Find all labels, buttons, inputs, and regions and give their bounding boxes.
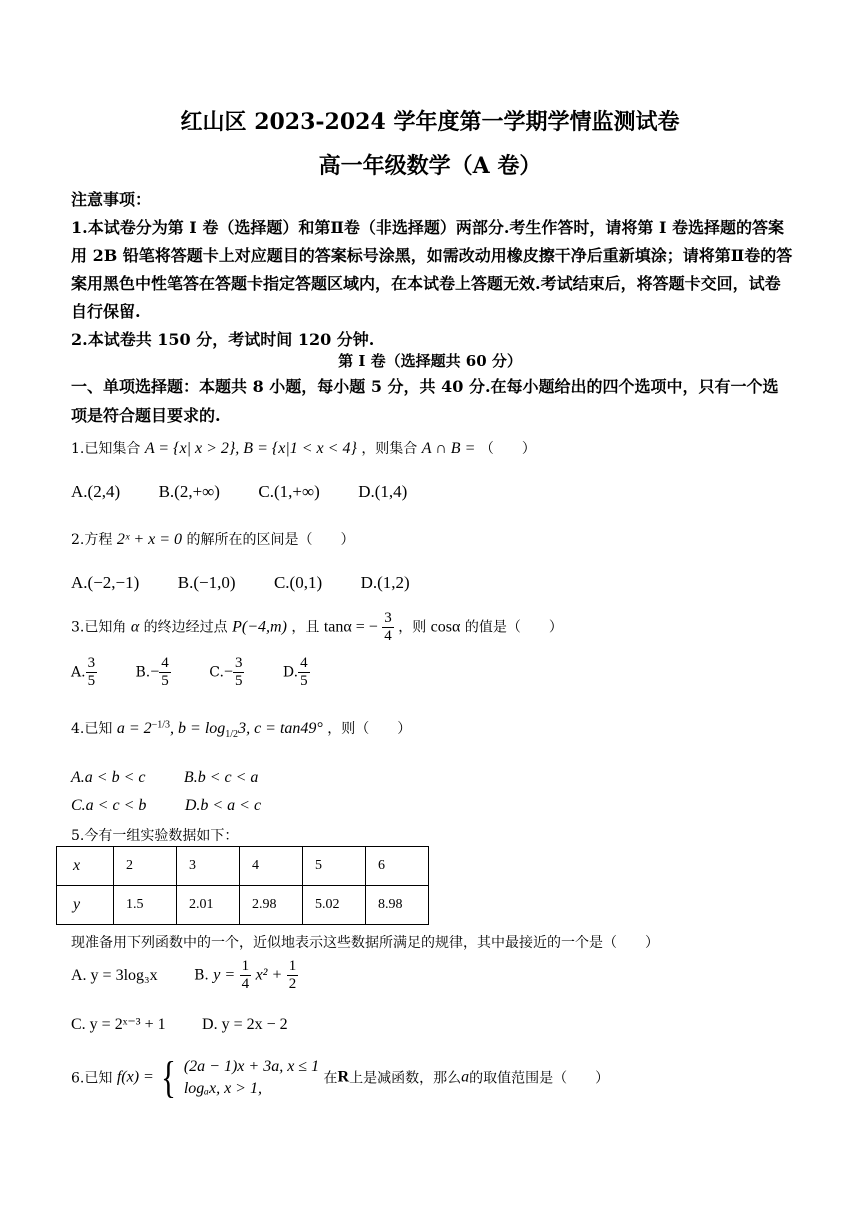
q5-option-b-label: B. (194, 967, 209, 984)
q6-f: f(x) = (116, 1068, 154, 1086)
q3-alpha: α (130, 618, 140, 636)
q2-prefix: 2.方程 (71, 532, 113, 548)
q5-option-b-expr: y = (213, 966, 236, 984)
q2-options (71, 573, 444, 593)
q5-options-row2 (71, 1014, 322, 1034)
q4-b: , b = log (170, 720, 226, 737)
q3-tan-den: 4 (384, 628, 392, 644)
q3-option-a-fraction (86, 655, 98, 690)
q5-option-b-num1: 1 (241, 958, 250, 974)
q3-option-d-label: D. (282, 664, 299, 681)
q3-suffix: 的值是（ ） (464, 619, 563, 636)
q1-mid: ，则集合 (361, 441, 418, 457)
q6-suffix1: 上是减函数，那么 (349, 1070, 462, 1087)
q2-option-c[interactable]: C.(0,1) (273, 573, 323, 592)
q5-option-b-frac1 (240, 958, 252, 993)
q3-option-d-den: 5 (300, 673, 308, 689)
q3-option-b-fraction (159, 655, 171, 690)
table-header-x: x (57, 847, 114, 886)
q5-options-row1 (71, 958, 332, 993)
q4-option-a[interactable]: A.a < b < c (71, 769, 146, 786)
q3-option-c[interactable] (209, 655, 244, 690)
q3-prefix: 3.已知角 (71, 619, 127, 636)
q6-brace: { (161, 1053, 177, 1102)
q1-option-d[interactable]: D.(1,4) (358, 482, 408, 501)
table-cell: 2.01 (177, 886, 240, 925)
q1-option-a[interactable]: A.(2,4) (71, 482, 121, 501)
q1-prefix: 1.已知集合 (71, 441, 141, 457)
notice-heading: 注意事项： (71, 190, 152, 209)
q1-expr: A ∩ B = (421, 440, 476, 457)
q3-options (71, 655, 344, 690)
q3-option-b-sign: − (150, 663, 160, 681)
q2-option-a[interactable]: A.(−2,−1) (71, 573, 140, 592)
q3-option-a-den: 5 (87, 673, 96, 689)
question-1 (71, 438, 536, 458)
q5-option-c[interactable]: C. y = 2ˣ⁻³ + 1 (71, 1016, 166, 1033)
q5-option-d[interactable]: D. y = 2x − 2 (202, 1016, 288, 1033)
q3-option-b-num: 4 (161, 655, 169, 671)
q3-mid3: ，则 (398, 619, 427, 636)
q3-option-c-label: C. (209, 664, 224, 681)
q6-pieces (184, 1056, 319, 1100)
q3-option-a-label: A. (71, 664, 86, 681)
q3-option-c-fraction (233, 655, 245, 690)
question-4 (71, 718, 411, 740)
q1-option-c[interactable]: C.(1,+∞) (258, 482, 320, 501)
table-cell: 2 (114, 847, 177, 886)
q6-piece-1: (2a − 1)x + 3a, x ≤ 1 (183, 1057, 320, 1075)
q3-option-c-num: 3 (234, 655, 243, 671)
q1-options (71, 482, 441, 502)
section-title: 第 I 卷（选择题共 60 分） (338, 352, 522, 370)
table-cell: 5 (303, 847, 366, 886)
section-intro: 一、单项选择题：本题共 8 小题，每小题 5 分，共 40 分.在每小题给出的四个选项中，只有一个选项是符合题目要求的. (71, 377, 779, 425)
q3-option-b-label: B. (135, 664, 151, 681)
q5-option-b[interactable] (194, 958, 298, 993)
q2-suffix: 的解所在的区间是（ ） (186, 532, 355, 548)
q3-tan-fraction (382, 610, 394, 645)
table-cell: 1.5 (114, 886, 177, 925)
q3-option-d[interactable] (283, 655, 310, 690)
table-cell: 2.98 (240, 886, 303, 925)
data-table (56, 846, 429, 925)
q5-option-b-den2: 2 (288, 976, 297, 992)
q2-option-d[interactable]: D.(1,2) (360, 573, 410, 592)
q5-option-b-num2: 1 (288, 958, 297, 974)
q2-option-b[interactable]: B.(−1,0) (177, 573, 236, 592)
question-2 (71, 529, 354, 549)
notice-item-1: 1.本试卷分为第 I 卷（选择题）和第Ⅱ卷（非选择题）两部分.考生作答时，请将第 I 卷选择题的答案用 2B 铅笔将答题卡上对应题目的答案标号涂黑，如需改动用橡皮擦干净后重新填涂；请将第Ⅱ卷的答案用黑色中性笔答在答题卡指定答题区域内，在本试卷上答题无效.考试结束后，将答题卡交回，试卷自行保留. (71, 218, 793, 321)
q4-options-row2 (71, 797, 295, 815)
q6-piece-2: logₐx, x > 1, (183, 1079, 262, 1097)
q2-expr: 2ˣ + x = 0 (116, 531, 183, 548)
table-cell: 3 (177, 847, 240, 886)
q6-a: a (461, 1068, 470, 1086)
q4-prefix: 4.已知 (71, 721, 113, 737)
table-row-x (57, 847, 429, 886)
q1-suffix: （ ） (479, 441, 536, 457)
table-cell: 4 (240, 847, 303, 886)
q5-question: 现准备用下列函数中的一个，近似地表示这些数据所满足的规律，其中最接近的一个是（ ） (71, 935, 659, 951)
q3-option-a-num: 3 (87, 655, 96, 671)
q3-option-d-num: 4 (300, 655, 308, 671)
q3-option-a[interactable] (71, 655, 97, 690)
q1-sets: A = {x| x > 2}, B = {x|1 < x < 4} (144, 440, 357, 457)
exam-subtitle: 高一年级数学（A 卷） (318, 153, 542, 179)
q3-mid1: 的终边经过点 (143, 619, 228, 636)
q1-option-b[interactable]: B.(2,+∞) (158, 482, 220, 501)
q5-option-b-mid: x² + (255, 966, 283, 984)
q4-suffix: ，则（ ） (327, 721, 412, 737)
q5-option-b-den1: 4 (241, 976, 250, 992)
q3-option-c-den: 5 (234, 673, 243, 689)
q4-a: a = 2 (116, 720, 152, 737)
q4-option-c[interactable]: C.a < c < b (71, 797, 147, 814)
q3-option-c-sign: − (223, 663, 233, 681)
q4-b-base: 1/2 (225, 728, 239, 740)
q4-a-exponent: −1/3 (151, 719, 171, 731)
table-cell: 8.98 (366, 886, 429, 925)
q6-R: R (337, 1068, 350, 1086)
table-row-y (57, 886, 429, 925)
q4-option-d[interactable]: D.b < a < c (184, 797, 262, 814)
question-6 (71, 1052, 609, 1103)
notice-item-2: 2.本试卷共 150 分，考试时间 120 分钟. (71, 330, 375, 349)
exam-title: 红山区 2023-2024 学年度第一学期学情监测试卷 (180, 109, 680, 135)
q3-mid2: ，且 (291, 619, 320, 636)
q6-suffix2: 的取值范围是（ ） (469, 1070, 610, 1087)
table-cell: 5.02 (303, 886, 366, 925)
q3-tan: tanα = − (323, 618, 378, 636)
q4-b-arg: 3, c = tan49° (238, 720, 323, 737)
q3-cos: cosα (430, 618, 461, 636)
q4-options-row1 (71, 769, 292, 787)
q3-option-b[interactable] (136, 655, 171, 690)
question-3 (71, 610, 563, 645)
q3-option-b-den: 5 (161, 673, 169, 689)
q6-prefix: 6.已知 (71, 1070, 113, 1087)
question-5: 5.今有一组实验数据如下： (71, 828, 239, 844)
q3-point: P(−4,m) (232, 618, 287, 636)
table-header-y: y (57, 886, 114, 925)
q3-option-d-fraction (298, 655, 310, 690)
q3-tan-num: 3 (384, 610, 392, 626)
table-cell: 6 (366, 847, 429, 886)
q5-option-b-frac2 (287, 958, 299, 993)
notice-block (71, 186, 793, 354)
q5-option-a[interactable]: A. y = 3log₃x (71, 966, 158, 984)
q4-option-b[interactable]: B.b < c < a (183, 769, 259, 786)
q6-mid: 在 (323, 1070, 338, 1087)
